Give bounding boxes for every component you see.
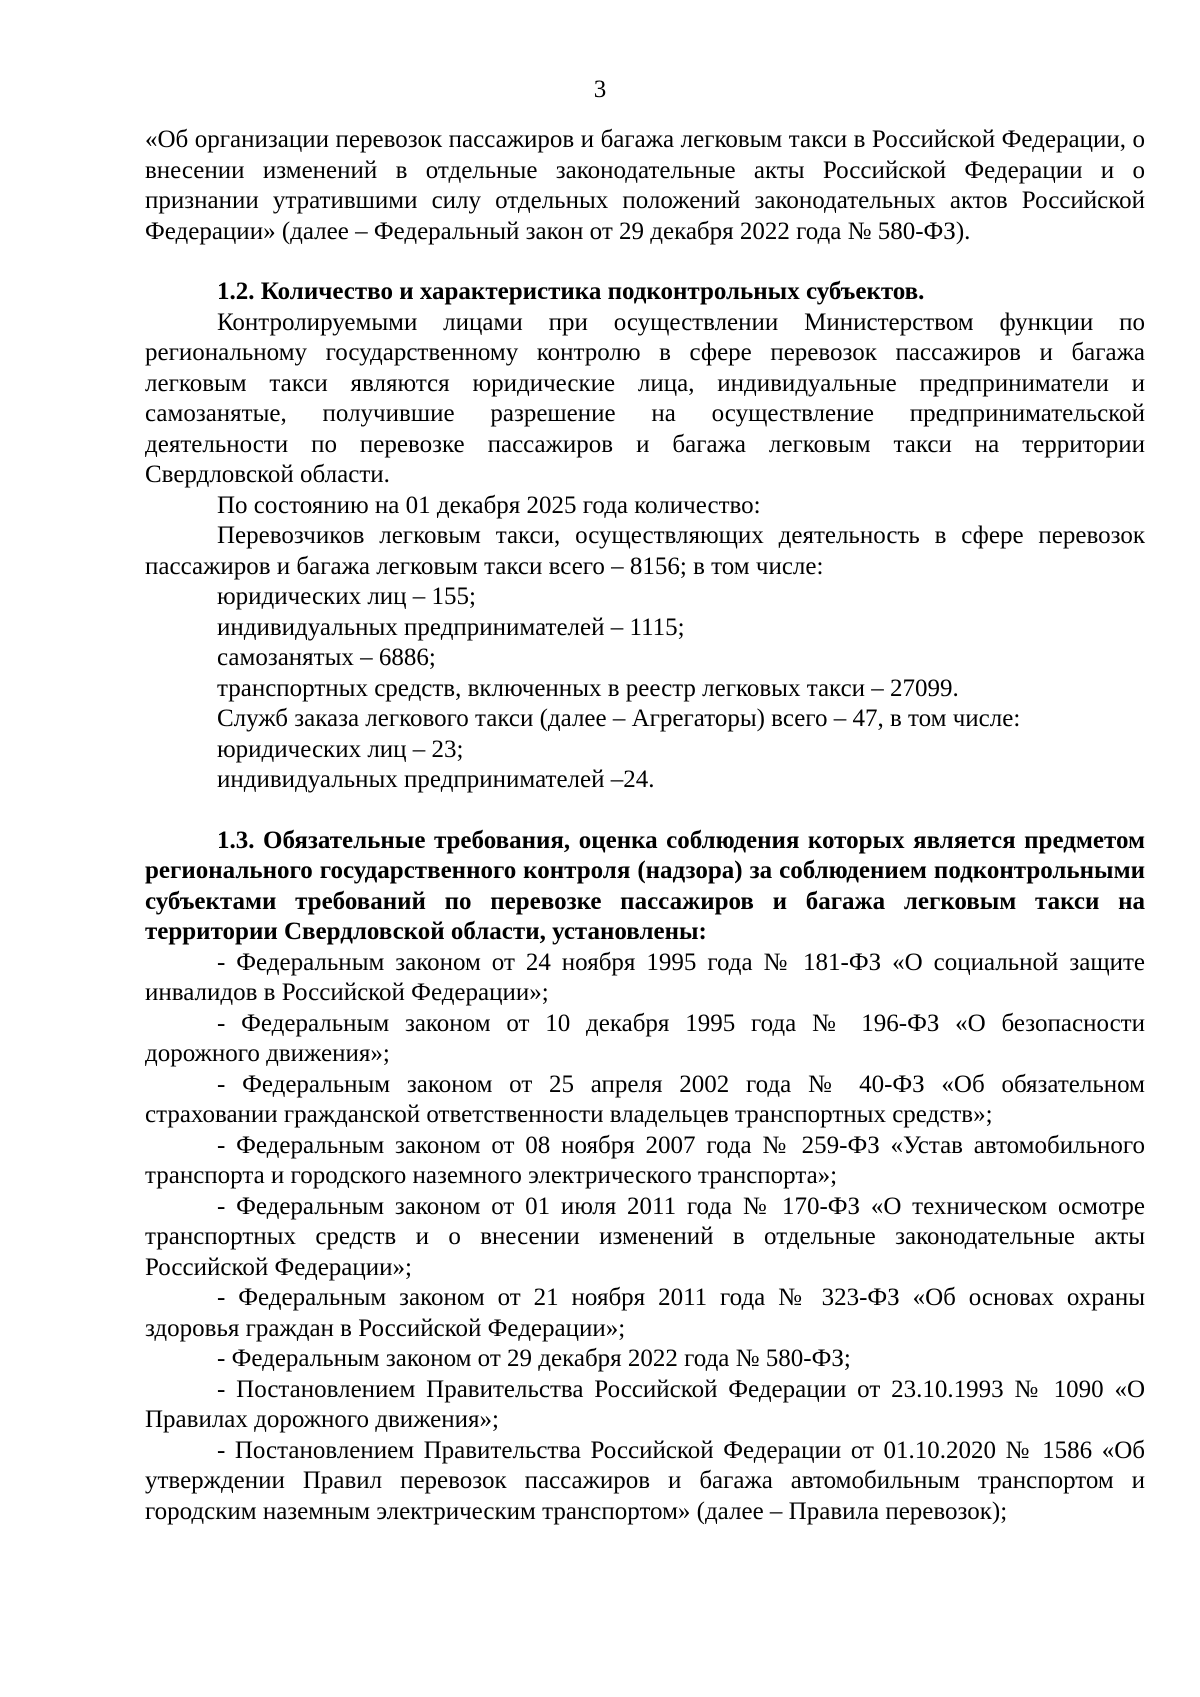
count-line: индивидуальных предпринимателей –24. xyxy=(217,766,655,793)
count-line: индивидуальных предпринимателей – 1115; xyxy=(217,613,685,641)
law-list-item: - Постановлением Правительства Российской Федерации от 23.10.1993 № 1090 «О Правилах дорожного движения»; xyxy=(145,1375,1145,1433)
intro-paragraph: «Об организации перевозок пассажиров и багажа легковым такси в Российской Федерации, о внесении изменений в отдельные законодательные акты Российской Федерации и о признании утратившими силу отдельных положений законодательных актов Российской Федерации» (далее – Федеральный закон от 29 декабря 2022 года № 580-ФЗ). xyxy=(145,126,1145,245)
law-list-item: - Федеральным законом от 25 апреля 2002 года № 40-ФЗ «Об обязательном страховании гражданской ответственности владельцев транспортных средств»; xyxy=(145,1070,1145,1128)
document-body xyxy=(145,125,1145,1527)
count-line: юридических лиц – 155; xyxy=(217,583,476,610)
section-1-2-paragraph: Перевозчиков легковым такси, осуществляющих деятельность в сфере перевозок пассажиров и багажа легковым такси всего – 8156; в том числе: xyxy=(145,522,1145,580)
count-line: транспортных средств, включенных в реестр легковых такси – 27099. xyxy=(217,674,959,702)
law-list-item: - Федеральным законом от 24 ноября 1995 года № 181-ФЗ «О социальной защите инвалидов в Российской Федерации»; xyxy=(145,948,1145,1006)
law-list-item: - Постановлением Правительства Российской Федерации от 01.10.2020 № 1586 «Об утверждении Правил перевозок пассажиров и багажа автомобильным транспортом и городским наземным электрическим транспортом» (далее – Правила перевозок); xyxy=(145,1436,1145,1525)
law-list-item: - Федеральным законом от 10 декабря 1995 года № 196-ФЗ «О безопасности дорожного движения»; xyxy=(145,1009,1145,1067)
count-line: Служб заказа легкового такси (далее – Агрегаторы) всего – 47, в том числе: xyxy=(217,705,1021,732)
law-list-item: - Федеральным законом от 01 июля 2011 года № 170-ФЗ «О техническом осмотре транспортных средств и о внесении изменений в отдельные законодательные акты Российской Федерации»; xyxy=(145,1192,1145,1281)
count-line: юридических лиц – 23; xyxy=(217,735,464,763)
law-list-item: - Федеральным законом от 29 декабря 2022 года № 580-ФЗ; xyxy=(217,1345,851,1372)
section-1-2-paragraph: По состоянию на 01 декабря 2025 года количество: xyxy=(217,491,761,519)
law-list-item: - Федеральным законом от 21 ноября 2011 года № 323-ФЗ «Об основах охраны здоровья граждан в Российской Федерации»; xyxy=(145,1284,1145,1342)
count-line: самозанятых – 6886; xyxy=(217,644,436,671)
section-1-3-heading: 1.3. Обязательные требования, оценка соблюдения которых является предметом регионального государственного контроля (надзора) за соблюдением подконтрольными субъектами требований по перевозке пассажиров и багажа легковым такси на территории Свердловской области, установлены: xyxy=(145,826,1145,945)
section-1-2-paragraph: Контролируемыми лицами при осуществлении Министерством функции по региональному государственному контролю в сфере перевозок пассажиров и багажа легковым такси являются юридические лица, индивидуальные предприниматели и самозанятые, получившие разрешение на осуществление предпринимательской деятельности по перевозке пассажиров и багажа легковым такси на территории Свердловской области. xyxy=(145,308,1145,488)
section-1-2-heading: 1.2. Количество и характеристика подконтрольных субъектов. xyxy=(217,278,925,305)
law-list-item: - Федеральным законом от 08 ноября 2007 года № 259-ФЗ «Устав автомобильного транспорта и городского наземного электрического транспорта»; xyxy=(145,1131,1145,1189)
page-number: 3 xyxy=(593,76,607,103)
